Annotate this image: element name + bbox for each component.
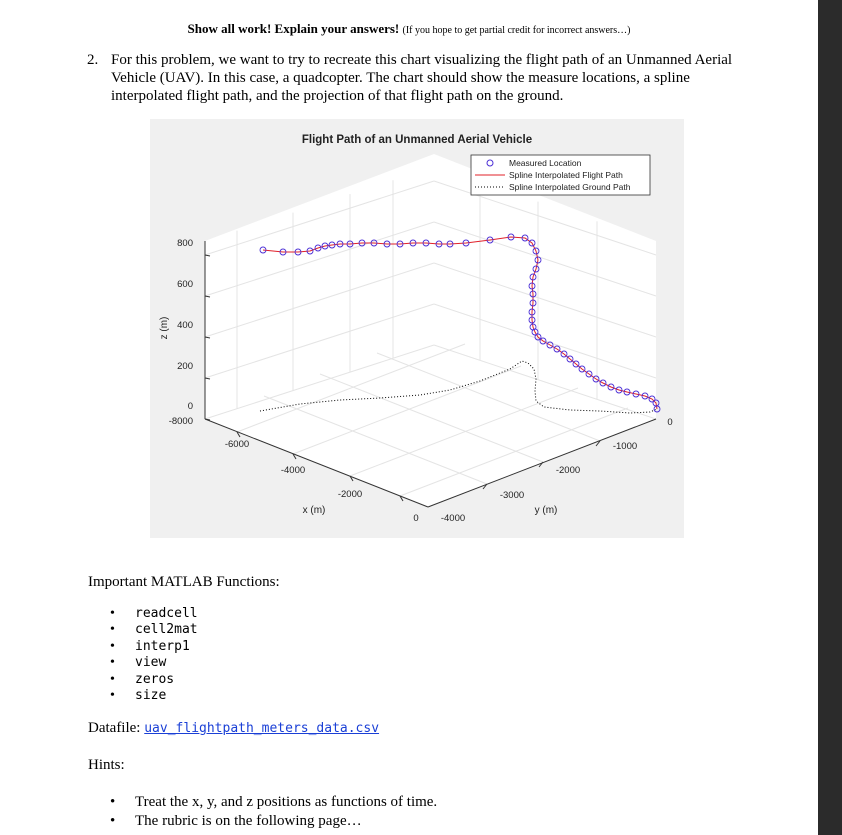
viewer-scrollbar-edge (818, 0, 842, 835)
problem-number: 2. (87, 52, 99, 68)
list-item: • The rubric is on the following page… (110, 812, 437, 831)
x-tick-label: -2000 (337, 489, 363, 500)
x-tick-label: -6000 (224, 439, 250, 450)
z-tick-label: 200 (177, 361, 193, 372)
list-item: • Treat the x, y, and z positions as functions of time. (110, 793, 437, 812)
page-header (0, 21, 818, 37)
list-item: • size (110, 688, 198, 704)
legend-label: Spline Interpolated Flight Path (509, 170, 623, 180)
corner-tick-label: -8000 (168, 416, 193, 427)
z-tick-label: 800 (177, 238, 193, 249)
matlab-functions-heading: Important MATLAB Functions: (88, 574, 280, 590)
header-note: (If you hope to get partial credit for incorrect answers…) (402, 25, 631, 36)
x-tick-label: 0 (413, 513, 419, 524)
z-tick-label: 0 (187, 401, 193, 412)
chart-title: Flight Path of an Unmanned Aerial Vehicle (301, 134, 533, 146)
datafile-line (88, 720, 379, 737)
y-tick-label: -2000 (555, 465, 581, 476)
list-item: • zeros (110, 672, 198, 688)
y-tick-label: -3000 (499, 490, 525, 501)
x-axis-label: x (m) (302, 505, 326, 516)
problem-statement (87, 51, 737, 105)
datafile-label: Datafile: (88, 720, 141, 736)
flight-path-figure (150, 119, 684, 538)
list-item: • readcell (110, 606, 198, 622)
y-tick-label: -4000 (440, 513, 466, 524)
hints-list (110, 793, 437, 831)
flight-path-chart (150, 119, 684, 538)
z-tick-label: 400 (177, 320, 193, 331)
legend-label: Spline Interpolated Ground Path (509, 182, 631, 192)
list-item: • view (110, 655, 198, 671)
x-tick-label: -4000 (280, 465, 306, 476)
matlab-functions-list (110, 606, 198, 704)
legend-label: Measured Location (509, 158, 582, 168)
datafile-link[interactable]: uav_flightpath_meters_data.csv (144, 721, 380, 736)
y-tick-label: 0 (667, 417, 673, 428)
chart-legend (471, 155, 650, 195)
list-item: • cell2mat (110, 622, 198, 638)
hints-heading: Hints: (88, 757, 125, 773)
z-tick-label: 600 (177, 279, 193, 290)
z-axis-label: z (m) (159, 316, 170, 340)
header-bold-text: Show all work! Explain your answers! (187, 21, 400, 36)
list-item: • interp1 (110, 639, 198, 655)
y-axis-label: y (m) (534, 505, 558, 516)
problem-text: For this problem, we want to try to recreate this chart visualizing the flight path of an Unmanned Aerial Vehicle (UAV). In this case, a quadcopter. The chart should show the measure locations, a spline interpolated flight path, and the projection of that flight path on the ground. (111, 52, 733, 104)
y-tick-label: -1000 (612, 441, 638, 452)
